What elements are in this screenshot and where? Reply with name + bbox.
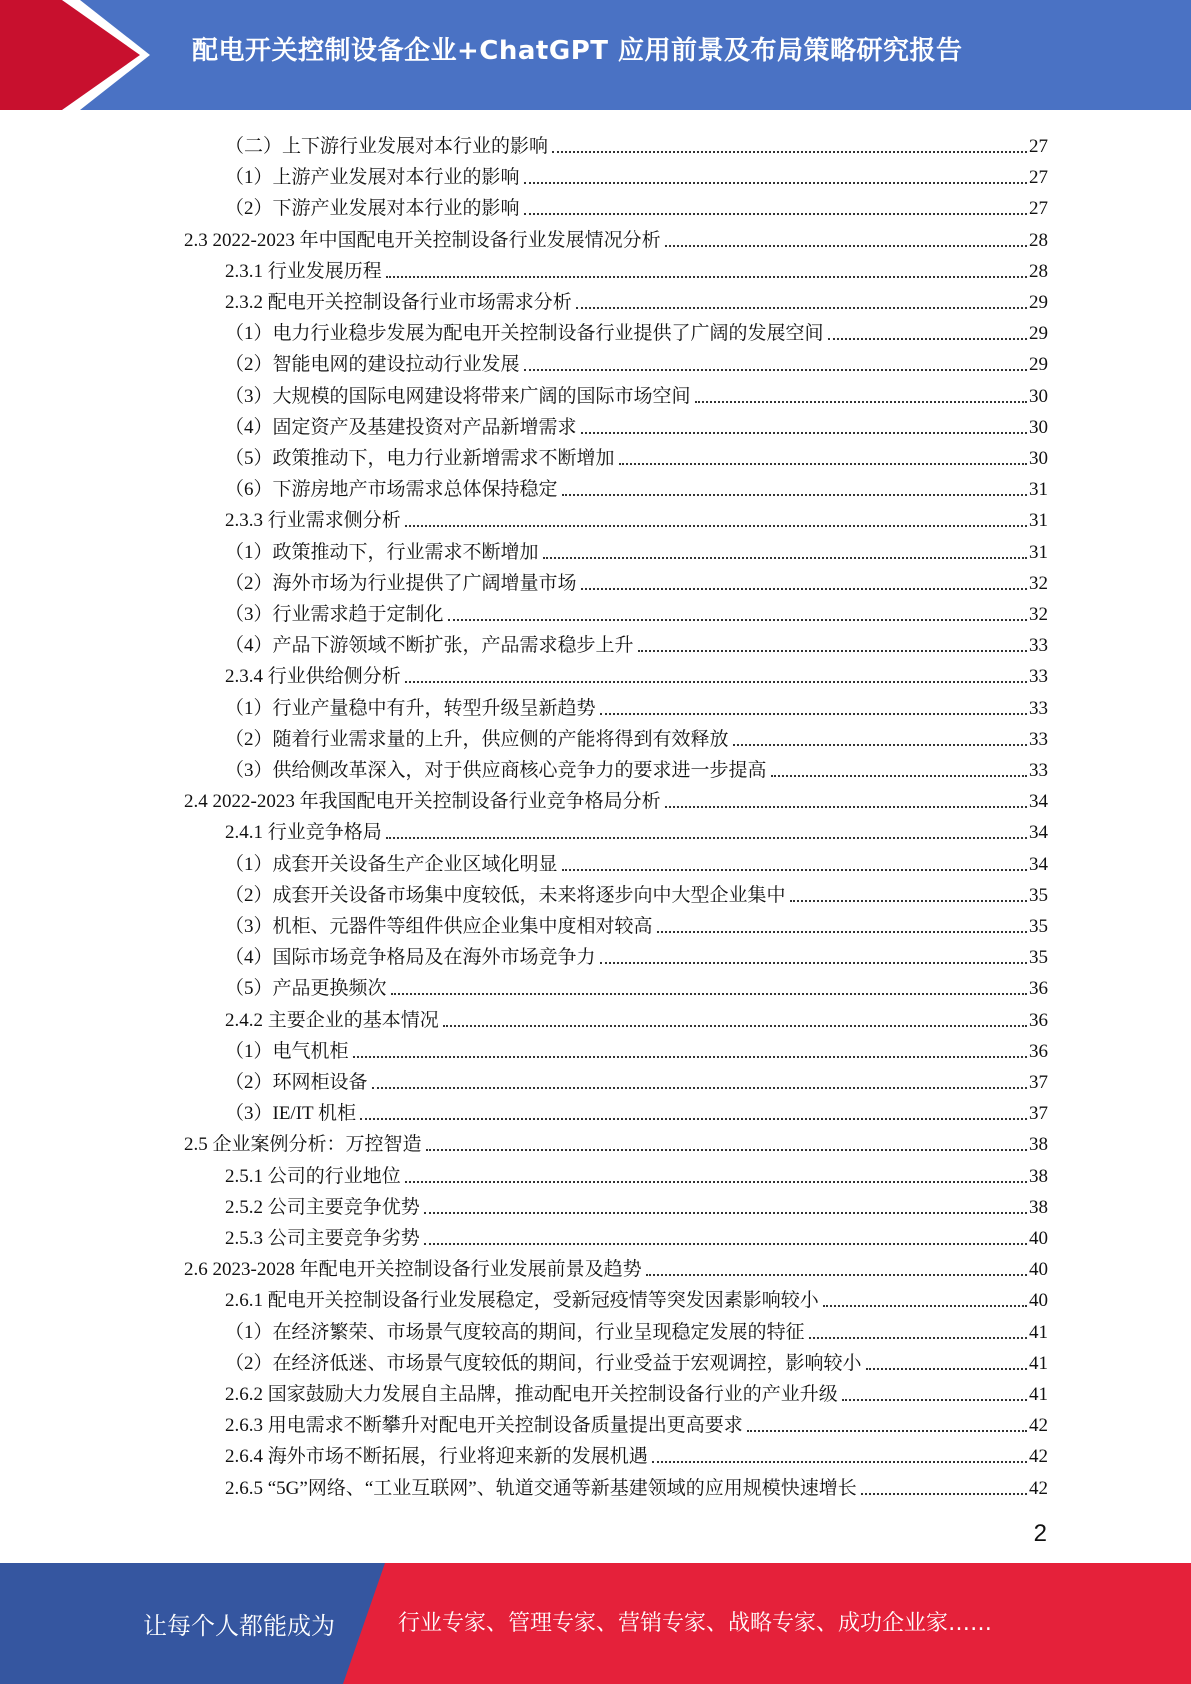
toc-dot-leader bbox=[790, 900, 1027, 902]
toc-entry-page: 38 bbox=[1029, 1196, 1048, 1218]
toc-entry[interactable] bbox=[225, 501, 1048, 532]
toc-dot-leader bbox=[828, 338, 1027, 340]
toc-entry-page: 35 bbox=[1029, 884, 1048, 906]
toc-dot-leader bbox=[600, 962, 1027, 964]
toc-entry-page: 41 bbox=[1029, 1352, 1048, 1374]
toc-dot-leader bbox=[665, 245, 1027, 247]
toc-entry-page: 34 bbox=[1029, 791, 1048, 813]
toc-entry-label: （3）IE/IT 机柜 bbox=[225, 1103, 357, 1125]
toc-entry[interactable] bbox=[184, 782, 1048, 813]
toc-entry-page: 33 bbox=[1029, 635, 1048, 657]
toc-entry-label: （3）机柜、元器件等组件供应企业集中度相对较高 bbox=[225, 916, 653, 937]
toc-dot-leader bbox=[576, 307, 1027, 309]
toc-entry-label: （3）供给侧改革深入，对于供应商核心竞争力的要求进一步提高 bbox=[225, 760, 767, 781]
toc-entry-label: （1）电气机柜 bbox=[225, 1040, 349, 1062]
toc-dot-leader bbox=[646, 1274, 1027, 1276]
toc-dot-leader bbox=[638, 650, 1027, 652]
toc-entry-label: （4）国际市场竞争格局及在海外市场竞争力 bbox=[225, 947, 596, 969]
toc-entry[interactable] bbox=[225, 252, 1048, 283]
toc-entry[interactable] bbox=[225, 470, 1048, 501]
toc-dot-leader bbox=[657, 931, 1027, 933]
toc-dot-leader bbox=[733, 744, 1027, 746]
toc-entry[interactable] bbox=[225, 533, 1048, 564]
toc-dot-leader bbox=[524, 182, 1027, 184]
toc-entry-label: 2.3.3 行业需求侧分析 bbox=[225, 510, 401, 532]
toc-dot-leader bbox=[695, 401, 1027, 403]
toc-dot-leader bbox=[424, 1243, 1027, 1245]
toc-entry-label: （1）上游产业发展对本行业的影响 bbox=[225, 167, 520, 189]
toc-entry-page: 42 bbox=[1029, 1415, 1048, 1437]
toc-entry-page: 34 bbox=[1029, 853, 1048, 875]
toc-entry-page: 27 bbox=[1029, 136, 1048, 157]
toc-entry-page: 35 bbox=[1029, 916, 1048, 937]
toc-entry[interactable] bbox=[225, 657, 1048, 688]
toc-entry[interactable] bbox=[225, 127, 1048, 158]
toc-entry[interactable] bbox=[225, 1157, 1048, 1188]
toc-dot-leader bbox=[581, 432, 1027, 434]
toc-entry-label: 2.5.3 公司主要竞争劣势 bbox=[225, 1228, 420, 1249]
toc-entry-page: 40 bbox=[1029, 1290, 1048, 1312]
toc-entry-label: （2）下游产业发展对本行业的影响 bbox=[225, 198, 520, 220]
toc-entry[interactable] bbox=[225, 1219, 1048, 1250]
toc-dot-leader bbox=[823, 1305, 1027, 1307]
toc-entry-page: 41 bbox=[1029, 1384, 1048, 1405]
toc-entry[interactable] bbox=[184, 1125, 1048, 1156]
toc-entry[interactable] bbox=[225, 1032, 1048, 1063]
toc-dot-leader bbox=[809, 1337, 1027, 1339]
footer-slogan-left: 让每个人都能成为 bbox=[143, 1612, 335, 1640]
toc-entry-page: 40 bbox=[1029, 1259, 1048, 1281]
toc-entry[interactable] bbox=[225, 564, 1048, 595]
toc-entry-page: 42 bbox=[1029, 1477, 1048, 1499]
toc-entry-page: 29 bbox=[1029, 292, 1048, 313]
toc-entry-label: （5）产品更换频次 bbox=[225, 978, 387, 1000]
toc-entry[interactable] bbox=[225, 314, 1048, 345]
toc-entry[interactable] bbox=[225, 345, 1048, 376]
toc-entry[interactable] bbox=[225, 1406, 1048, 1437]
toc-dot-leader bbox=[448, 619, 1027, 621]
toc-dot-leader bbox=[372, 1087, 1027, 1089]
toc-dot-leader bbox=[353, 1056, 1027, 1058]
toc-entry[interactable] bbox=[225, 439, 1048, 470]
toc-entry[interactable] bbox=[225, 689, 1048, 720]
toc-dot-leader bbox=[405, 1181, 1027, 1183]
page-footer bbox=[0, 1563, 1191, 1684]
toc-entry-label: 2.5 企业案例分析：万控智造 bbox=[184, 1134, 422, 1156]
toc-entry-label: （1）政策推动下，行业需求不断增加 bbox=[225, 541, 539, 563]
toc-entry[interactable] bbox=[225, 189, 1048, 220]
toc-entry-label: 2.5.2 公司主要竞争优势 bbox=[225, 1196, 420, 1218]
toc-entry[interactable] bbox=[225, 377, 1048, 408]
toc-entry-label: （1）在经济繁荣、市场景气度较高的期间，行业呈现稳定发展的特征 bbox=[225, 1321, 805, 1343]
toc-entry[interactable] bbox=[225, 845, 1048, 876]
toc-entry-label: （3）行业需求趋于定制化 bbox=[225, 604, 444, 625]
toc-dot-leader bbox=[842, 1399, 1027, 1401]
toc-entry-page: 31 bbox=[1029, 510, 1048, 532]
toc-entry-label: （2）智能电网的建设拉动行业发展 bbox=[225, 354, 520, 376]
report-title: 配电开关控制设备企业+ChatGPT 应用前景及布局策略研究报告 bbox=[192, 36, 963, 66]
toc-dot-leader bbox=[665, 806, 1027, 808]
toc-dot-leader bbox=[443, 1025, 1027, 1027]
toc-entry[interactable] bbox=[184, 221, 1048, 252]
toc-entry-label: （2）海外市场为行业提供了广阔增量市场 bbox=[225, 572, 577, 594]
toc-entry-page: 41 bbox=[1029, 1321, 1048, 1343]
toc-entry-label: 2.3.4 行业供给侧分析 bbox=[225, 666, 401, 688]
toc-entry-label: 2.4.1 行业竞争格局 bbox=[225, 822, 382, 844]
toc-entry-page: 36 bbox=[1029, 1040, 1048, 1062]
toc-dot-leader bbox=[771, 775, 1027, 777]
toc-dot-leader bbox=[543, 557, 1027, 559]
toc-entry-page: 34 bbox=[1029, 822, 1048, 844]
toc-dot-leader bbox=[405, 525, 1027, 527]
toc-entry-page: 36 bbox=[1029, 978, 1048, 1000]
toc-entry-label: （4）产品下游领域不断扩张，产品需求稳步上升 bbox=[225, 635, 634, 657]
toc-entry-page: 33 bbox=[1029, 760, 1048, 781]
toc-dot-leader bbox=[600, 713, 1027, 715]
toc-entry[interactable] bbox=[225, 1001, 1048, 1032]
toc-entry-label: （6）下游房地产市场需求总体保持稳定 bbox=[225, 479, 558, 501]
toc-entry-page: 38 bbox=[1029, 1165, 1048, 1187]
toc-entry-label: （5）政策推动下，电力行业新增需求不断增加 bbox=[225, 448, 615, 469]
toc-entry-page: 35 bbox=[1029, 947, 1048, 969]
toc-entry-page: 30 bbox=[1029, 385, 1048, 407]
toc-entry-page: 32 bbox=[1029, 604, 1048, 625]
toc-entry-page: 32 bbox=[1029, 572, 1048, 594]
toc-entry[interactable] bbox=[225, 1281, 1048, 1312]
toc-entry-label: 2.3.2 配电开关控制设备行业市场需求分析 bbox=[225, 292, 572, 313]
toc-entry-page: 38 bbox=[1029, 1134, 1048, 1156]
toc-entry-label: 2.6.5 “5G”网络、“工业互联网”、轨道交通等新基建领域的应用规模快速增长 bbox=[225, 1477, 857, 1499]
toc-entry[interactable] bbox=[225, 751, 1048, 782]
toc-entry[interactable] bbox=[225, 158, 1048, 189]
toc-entry[interactable] bbox=[225, 1375, 1048, 1406]
toc-entry[interactable] bbox=[225, 1094, 1048, 1125]
toc-entry[interactable] bbox=[225, 969, 1048, 1000]
toc-entry-page: 28 bbox=[1029, 260, 1048, 282]
toc-entry-page: 31 bbox=[1029, 541, 1048, 563]
header-arrow-decoration bbox=[0, 0, 160, 110]
toc-entry[interactable] bbox=[225, 1188, 1048, 1219]
toc-entry-page: 33 bbox=[1029, 697, 1048, 719]
toc-entry[interactable] bbox=[225, 1437, 1048, 1468]
toc-entry-page: 36 bbox=[1029, 1009, 1048, 1031]
toc-entry-label: 2.6 2023-2028 年配电开关控制设备行业发展前景及趋势 bbox=[184, 1259, 642, 1281]
toc-entry-page: 33 bbox=[1029, 728, 1048, 750]
toc-dot-leader bbox=[386, 837, 1027, 839]
toc-entry[interactable] bbox=[225, 1063, 1048, 1094]
toc-dot-leader bbox=[652, 1461, 1027, 1463]
toc-entry-page: 42 bbox=[1029, 1446, 1048, 1468]
toc-dot-leader bbox=[360, 1118, 1027, 1120]
page-header bbox=[0, 0, 1191, 110]
toc-entry[interactable] bbox=[225, 907, 1048, 938]
toc-entry-label: （二）上下游行业发展对本行业的影响 bbox=[225, 136, 549, 157]
toc-dot-leader bbox=[524, 369, 1027, 371]
toc-entry-label: （2）在经济低迷、市场景气度较低的期间，行业受益于宏观调控，影响较小 bbox=[225, 1352, 862, 1374]
toc-dot-leader bbox=[866, 1368, 1027, 1370]
toc-entry-label: 2.6.3 用电需求不断攀升对配电开关控制设备质量提出更高要求 bbox=[225, 1415, 743, 1437]
toc-entry-label: 2.6.2 国家鼓励大力发展自主品牌，推动配电开关控制设备行业的产业升级 bbox=[225, 1384, 838, 1405]
toc-entry[interactable] bbox=[225, 626, 1048, 657]
toc-dot-leader bbox=[861, 1493, 1027, 1495]
toc-dot-leader bbox=[619, 463, 1027, 465]
toc-entry-page: 27 bbox=[1029, 167, 1048, 189]
toc-entry-page: 30 bbox=[1029, 448, 1048, 469]
toc-entry-page: 33 bbox=[1029, 666, 1048, 688]
toc-entry-label: （1）行业产量稳中有升，转型升级呈新趋势 bbox=[225, 697, 596, 719]
toc-entry-label: （2）环网柜设备 bbox=[225, 1072, 368, 1093]
toc-dot-leader bbox=[562, 869, 1027, 871]
toc-dot-leader bbox=[524, 213, 1027, 215]
toc-dot-leader bbox=[552, 151, 1027, 153]
toc-entry[interactable] bbox=[225, 1469, 1048, 1500]
toc-entry-page: 28 bbox=[1029, 229, 1048, 251]
toc-dot-leader bbox=[405, 681, 1027, 683]
toc-entry-page: 31 bbox=[1029, 479, 1048, 501]
toc-entry-label: 2.3 2022-2023 年中国配电开关控制设备行业发展情况分析 bbox=[184, 229, 661, 251]
toc-entry-label: 2.4.2 主要企业的基本情况 bbox=[225, 1009, 439, 1031]
toc-entry[interactable] bbox=[225, 938, 1048, 969]
toc-dot-leader bbox=[391, 993, 1027, 995]
toc-entry-label: （4）固定资产及基建投资对产品新增需求 bbox=[225, 416, 577, 438]
toc-entry-label: 2.6.4 海外市场不断拓展，行业将迎来新的发展机遇 bbox=[225, 1446, 648, 1468]
toc-entry-page: 37 bbox=[1029, 1072, 1048, 1093]
toc-dot-leader bbox=[424, 1212, 1027, 1214]
page-number: 2 bbox=[1033, 1520, 1047, 1547]
toc-entry-label: （1）电力行业稳步发展为配电开关控制设备行业提供了广阔的发展空间 bbox=[225, 323, 824, 345]
toc-entry-page: 37 bbox=[1029, 1103, 1048, 1125]
toc-entry-page: 40 bbox=[1029, 1228, 1048, 1249]
toc-entry[interactable] bbox=[184, 1250, 1048, 1281]
toc-entry-label: （3）大规模的国际电网建设将带来广阔的国际市场空间 bbox=[225, 385, 691, 407]
toc-entry-page: 29 bbox=[1029, 323, 1048, 345]
footer-slogan-right: 行业专家、管理专家、营销专家、战略专家、成功企业家…… bbox=[398, 1611, 993, 1636]
toc-entry-page: 29 bbox=[1029, 354, 1048, 376]
toc-entry[interactable] bbox=[225, 595, 1048, 626]
toc-entry[interactable] bbox=[225, 813, 1048, 844]
toc-entry[interactable] bbox=[225, 283, 1048, 314]
toc-entry-label: 2.4 2022-2023 年我国配电开关控制设备行业竞争格局分析 bbox=[184, 791, 661, 813]
toc-entry-label: （2）随着行业需求量的上升，供应侧的产能将得到有效释放 bbox=[225, 728, 729, 750]
toc-entry-label: （2）成套开关设备市场集中度较低，未来将逐步向中大型企业集中 bbox=[225, 884, 786, 906]
toc-entry-label: 2.6.1 配电开关控制设备行业发展稳定，受新冠疫情等突发因素影响较小 bbox=[225, 1290, 819, 1312]
toc-entry[interactable] bbox=[225, 876, 1048, 907]
toc-dot-leader bbox=[426, 1149, 1027, 1151]
toc-entry-label: 2.3.1 行业发展历程 bbox=[225, 260, 382, 282]
toc-entry-page: 27 bbox=[1029, 198, 1048, 220]
toc-dot-leader bbox=[386, 276, 1027, 278]
toc-entry-label: 2.5.1 公司的行业地位 bbox=[225, 1165, 401, 1187]
toc-entry[interactable] bbox=[225, 408, 1048, 439]
toc-entry[interactable] bbox=[225, 1344, 1048, 1375]
toc-dot-leader bbox=[747, 1430, 1027, 1432]
toc-entry-page: 30 bbox=[1029, 416, 1048, 438]
toc-entry[interactable] bbox=[225, 1313, 1048, 1344]
toc-dot-leader bbox=[581, 588, 1027, 590]
toc-entry[interactable] bbox=[225, 720, 1048, 751]
toc-dot-leader bbox=[562, 494, 1027, 496]
toc-entry-label: （1）成套开关设备生产企业区域化明显 bbox=[225, 853, 558, 875]
